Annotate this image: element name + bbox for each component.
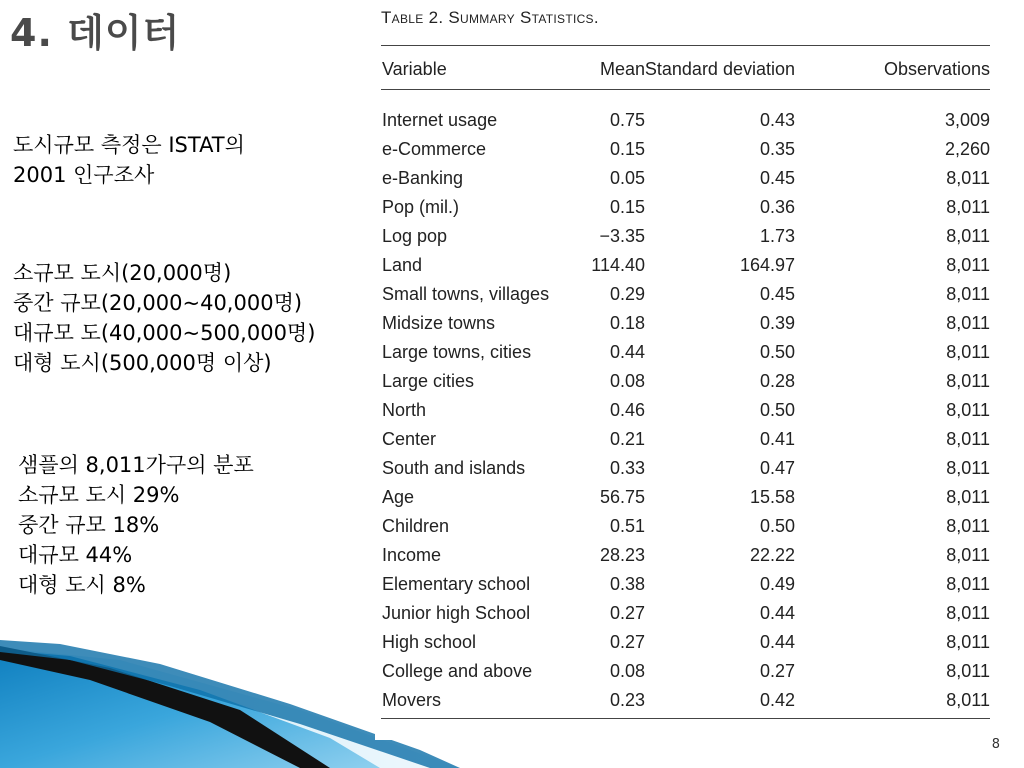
- cell-standard-deviation: 0.49: [759, 574, 795, 594]
- cell-variable: South and islands: [382, 458, 526, 478]
- table-row: [375, 601, 995, 630]
- text-line: 2001 인구조사: [13, 163, 155, 187]
- cell-observations: 8,011: [946, 690, 990, 710]
- cell-mean: 0.15: [609, 197, 645, 217]
- table-row: [375, 195, 995, 224]
- cell-mean: 0.33: [609, 458, 645, 478]
- cell-standard-deviation: 15.58: [749, 487, 795, 507]
- cell-mean: 0.44: [609, 342, 645, 362]
- text-block-census: [13, 130, 245, 190]
- cell-mean: 0.21: [609, 429, 645, 449]
- cell-variable: e-Banking: [382, 168, 464, 188]
- cell-variable: Center: [382, 429, 437, 449]
- cell-mean: 0.23: [609, 690, 645, 710]
- cell-observations: 8,011: [946, 371, 990, 391]
- text-line: 소규모 도시(20,000명): [13, 261, 232, 285]
- cell-variable: High school: [382, 632, 477, 652]
- table-top-rule: [381, 45, 990, 46]
- cell-observations: 8,011: [946, 400, 990, 420]
- cell-standard-deviation: 0.50: [759, 516, 795, 536]
- cell-mean: 0.15: [609, 139, 645, 159]
- cell-mean: 56.75: [599, 487, 645, 507]
- table-row: [375, 108, 995, 137]
- cell-mean: 0.51: [609, 516, 645, 536]
- table-body: [375, 108, 995, 717]
- cell-standard-deviation: 1.73: [759, 226, 795, 246]
- cell-standard-deviation: 0.39: [759, 313, 795, 333]
- cell-mean: 0.27: [609, 603, 645, 623]
- cell-variable: North: [382, 400, 427, 420]
- cell-variable: Small towns, villages: [382, 284, 550, 304]
- cell-observations: 8,011: [946, 603, 990, 623]
- table-row: [375, 572, 995, 601]
- cell-mean: 114.40: [591, 255, 645, 275]
- cell-mean: 0.38: [609, 574, 645, 594]
- table-row: [375, 456, 995, 485]
- cell-variable: Income: [382, 545, 442, 565]
- summary-statistics-table: [375, 0, 995, 740]
- table-row: [375, 253, 995, 282]
- cell-observations: 3,009: [944, 110, 990, 130]
- cell-standard-deviation: 0.45: [759, 168, 795, 188]
- table-row: [375, 543, 995, 572]
- cell-variable: Age: [382, 487, 415, 507]
- cell-observations: 8,011: [946, 342, 990, 362]
- cell-standard-deviation: 0.50: [759, 342, 795, 362]
- cell-observations: 8,011: [946, 545, 990, 565]
- cell-observations: 8,011: [946, 197, 990, 217]
- cell-mean: 0.08: [609, 661, 645, 681]
- cell-mean: −3.35: [599, 226, 645, 246]
- cell-observations: 8,011: [946, 516, 990, 536]
- cell-variable: Log pop: [382, 226, 448, 246]
- cell-standard-deviation: 0.27: [759, 661, 795, 681]
- cell-observations: 8,011: [946, 632, 990, 652]
- cell-standard-deviation: 0.47: [759, 458, 795, 478]
- slide-title: 4. 데이터: [10, 11, 181, 55]
- cell-standard-deviation: 0.35: [759, 139, 795, 159]
- cell-observations: 8,011: [946, 661, 990, 681]
- text-line: 중간 규모 18%: [18, 513, 160, 537]
- table-row: [375, 427, 995, 456]
- cell-observations: 8,011: [946, 284, 990, 304]
- cell-standard-deviation: 0.43: [759, 110, 795, 130]
- cell-observations: 8,011: [946, 226, 990, 246]
- table-row: [375, 688, 995, 717]
- table-row: [375, 398, 995, 427]
- cell-variable: Midsize towns: [382, 313, 496, 333]
- cell-variable: Pop (mil.): [382, 197, 460, 217]
- page-number: 8: [991, 737, 1000, 752]
- table-row: [375, 659, 995, 688]
- cell-observations: 8,011: [946, 487, 990, 507]
- text-line: 대형 도시(500,000명 이상): [13, 351, 272, 375]
- cell-mean: 0.27: [609, 632, 645, 652]
- cell-variable: Land: [382, 255, 423, 275]
- cell-standard-deviation: 0.50: [759, 400, 795, 420]
- table-row: [375, 485, 995, 514]
- cell-variable: College and above: [382, 661, 533, 681]
- cell-variable: e-Commerce: [382, 139, 487, 159]
- cell-mean: 0.05: [609, 168, 645, 188]
- header-observations: Observations: [883, 59, 990, 79]
- cell-mean: 28.23: [599, 545, 645, 565]
- table-row: [375, 166, 995, 195]
- text-line: 대규모 도(40,000~500,000명): [13, 321, 316, 345]
- text-line: 대형 도시 8%: [18, 573, 146, 597]
- cell-variable: Movers: [382, 690, 442, 710]
- cell-observations: 8,011: [946, 458, 990, 478]
- cell-standard-deviation: 0.41: [759, 429, 795, 449]
- table-caption: Table 2. Summary Statistics.: [381, 8, 599, 27]
- text-line: 중간 규모(20,000~40,000명): [13, 291, 303, 315]
- cell-variable: Elementary school: [382, 574, 531, 594]
- cell-observations: 8,011: [946, 429, 990, 449]
- text-block-sample-distribution: [18, 450, 254, 600]
- text-line: 대규모 44%: [18, 543, 133, 567]
- header-variable: Variable: [382, 59, 447, 79]
- cell-mean: 0.46: [609, 400, 645, 420]
- cell-standard-deviation: 0.28: [759, 371, 795, 391]
- cell-observations: 8,011: [946, 313, 990, 333]
- cell-observations: 8,011: [946, 168, 990, 188]
- table-header-rule: [381, 89, 990, 90]
- cell-variable: Junior high School: [382, 603, 531, 623]
- cell-variable: Children: [382, 516, 450, 536]
- cell-standard-deviation: 0.44: [759, 632, 795, 652]
- cell-mean: 0.18: [609, 313, 645, 333]
- cell-mean: 0.29: [609, 284, 645, 304]
- table-row: [375, 340, 995, 369]
- text-line: 샘플의 8,011가구의 분포: [18, 453, 254, 477]
- cell-mean: 0.75: [609, 110, 645, 130]
- cell-observations: 2,260: [944, 139, 990, 159]
- table-row: [375, 311, 995, 340]
- text-line: 소규모 도시 29%: [18, 483, 180, 507]
- cell-standard-deviation: 0.45: [759, 284, 795, 304]
- text-line: 도시규모 측정은 ISTAT의: [13, 133, 245, 157]
- header-standard-deviation: Standard deviation: [644, 59, 795, 79]
- cell-observations: 8,011: [946, 255, 990, 275]
- table-bottom-rule: [381, 718, 990, 719]
- cell-observations: 8,011: [946, 574, 990, 594]
- cell-variable: Large towns, cities: [382, 342, 532, 362]
- table-row: [375, 514, 995, 543]
- cell-standard-deviation: 0.44: [759, 603, 795, 623]
- cell-mean: 0.08: [609, 371, 645, 391]
- cell-variable: Internet usage: [382, 110, 498, 130]
- cell-variable: Large cities: [382, 371, 475, 391]
- cell-standard-deviation: 164.97: [739, 255, 795, 275]
- cell-standard-deviation: 22.22: [749, 545, 795, 565]
- text-block-city-size-definitions: [13, 258, 315, 378]
- table-row: [375, 282, 995, 311]
- table-row: [375, 137, 995, 166]
- table-row: [375, 224, 995, 253]
- table-row: [375, 369, 995, 398]
- cell-standard-deviation: 0.36: [759, 197, 795, 217]
- cell-standard-deviation: 0.42: [759, 690, 795, 710]
- table-row: [375, 630, 995, 659]
- header-mean: Mean: [599, 59, 645, 79]
